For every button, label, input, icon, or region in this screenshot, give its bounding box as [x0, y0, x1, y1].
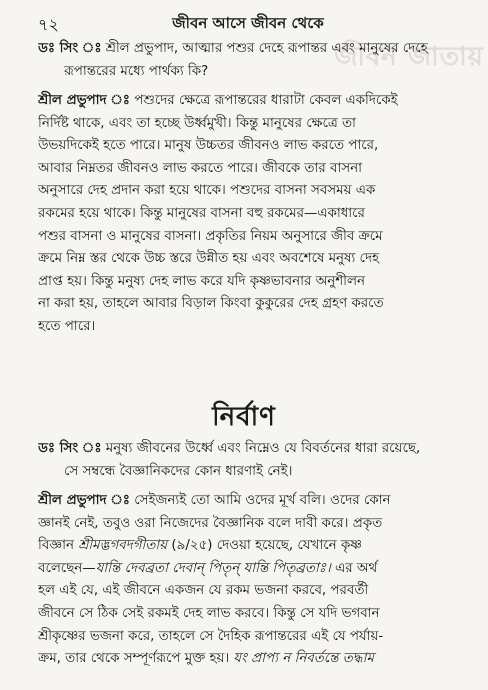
speaker-label: শ্রীল প্রভুপাদ ঃ [38, 93, 130, 108]
dialogue-text: নির্দিষ্ট থাকে, এবং তা হচ্ছে উর্ধ্বমুখী। কিন্তু মানুষের ক্ষেত্রে তা [38, 115, 356, 131]
page-header [38, 10, 458, 34]
dialogue-text: আবার নিম্নতর জীবনও লাভ করতে পারে। জীবকে তার বাসনা [38, 160, 362, 176]
dialogue-text: পশুদের ক্ষেত্রে রূপান্তরের ধারাটা কেবল একদিকেই [134, 93, 398, 108]
dialogue-text: রকমের হয়ে থাকে। কিন্তু মানুষের বাসনা বহু রকমের—একাধারে [38, 205, 365, 221]
dialogue-text: পশুর বাসনা ও মানুষের বাসনা। প্রকৃতির নিয়ম অনুসারে জীব ক্রমে [38, 228, 383, 244]
sanskrit-quote: যান্তি দেবব্রতা দেবান্ পিতৃন্ যান্তি পিতৃব্রতাঃ। [95, 560, 331, 576]
dialogue-text: শ্রীকৃষ্ণের ভজনা করে, তাহলে সে দৈহিক রূপান্তরের এই যে পর্যায়- [38, 628, 384, 644]
text-fragment: (৯/২৫) দেওয়া হয়েছে, যেখানে কৃষ্ণ [167, 538, 362, 554]
dialogue-text: প্রাপ্ত হয়। কিন্তু মনুষ্য দেহ লাভ করে যদি কৃষ্ণভাবনার অনুশীলন [38, 273, 365, 289]
speaker-label: শ্রীল প্রভুপাদ ঃ [38, 493, 130, 508]
question-2 [38, 438, 460, 483]
dialogue-text: মনুষ্য জীবনের উর্ধ্বে এবং নিম্নেও যে বিবর্তনের ধারা রয়েছে, [105, 441, 421, 456]
question-1 [38, 38, 460, 83]
answer-2 [38, 490, 460, 671]
dialogue-text: হল এই যে, এই জীবনে একজন যে রকম ভজনা করবে, পরবর্তী [38, 583, 369, 599]
dialogue-text: না করা হয়, তাহলে আবার বিড়াল কিংবা কুকুরের দেহ গ্রহণ করতে [38, 296, 384, 312]
text-fragment: ক্রম, তার থেকে সম্পূর্ণরূপে মুক্ত হয়। [38, 651, 234, 667]
dialogue-text [38, 558, 460, 581]
dialogue-text: সে সম্বন্ধে বৈজ্ঞানিকদের কোন ধারণাই নেই। [64, 463, 293, 479]
text-fragment: বলেছেন— [38, 560, 96, 576]
dialogue-text: অনুসারে দেহ প্রদান করা হয়ে থাকে। পশুদের বাসনা সবসময় এক [38, 183, 376, 199]
dialogue-text: জীবনে সে ঠিক সেই রকমই দেহ লাভ করবে। কিন্তু সে যদি ভগবান [38, 605, 380, 621]
dialogue-text: হতে পারে। [38, 318, 96, 334]
dialogue-text: রূপান্তরের মধ্যে পার্থক্য কি? [64, 63, 209, 79]
dialogue-text: ক্রমে নিম্ন স্তর থেকে উচ্চ স্তরে উন্নীত হয় এবং অবশেষে মনুষ্য দেহ [38, 251, 380, 267]
sanskrit-quote: যং প্রাপ্য ন নিবর্তন্তে তদ্ধাম [233, 651, 374, 667]
dialogue-text [38, 535, 460, 558]
dialogue-text: উভয়দিকেই হতে পারে। মানুষ উচ্চতর জীবনও লাভ করতে পারে, [38, 138, 379, 154]
bleed-through-text: জীবন জাতায় [334, 42, 484, 72]
speaker-label: ডঃ সিং ঃ [38, 41, 102, 56]
answer-1 [38, 90, 460, 339]
page-number: ৭২ [38, 15, 59, 34]
book-title: শ্রীমদ্ভগবদগীতায় [78, 538, 168, 554]
dialogue-text: শ্রীল প্রভুপাদ, আত্মার পশুর দেহে রূপান্তর এবং মানুষের দেহে [105, 41, 428, 56]
dialogue-text: সেইজন্যই তো আমি ওদের মূর্খ বলি। ওদের কোন [134, 493, 391, 508]
text-fragment: বিজ্ঞান [38, 538, 79, 554]
speaker-label: ডঃ সিং ঃ [38, 441, 102, 456]
text-fragment: এর অর্থ [330, 560, 378, 576]
dialogue-text [38, 648, 460, 671]
section-heading: নির্বাণ [212, 402, 276, 432]
dialogue-text: জ্ঞানই নেই, তবুও ওরা নিজেদের বৈজ্ঞানিক বলে দাবী করে। প্রকৃত [38, 515, 383, 531]
running-title: জীবন আসে জীবন থেকে [172, 14, 324, 32]
